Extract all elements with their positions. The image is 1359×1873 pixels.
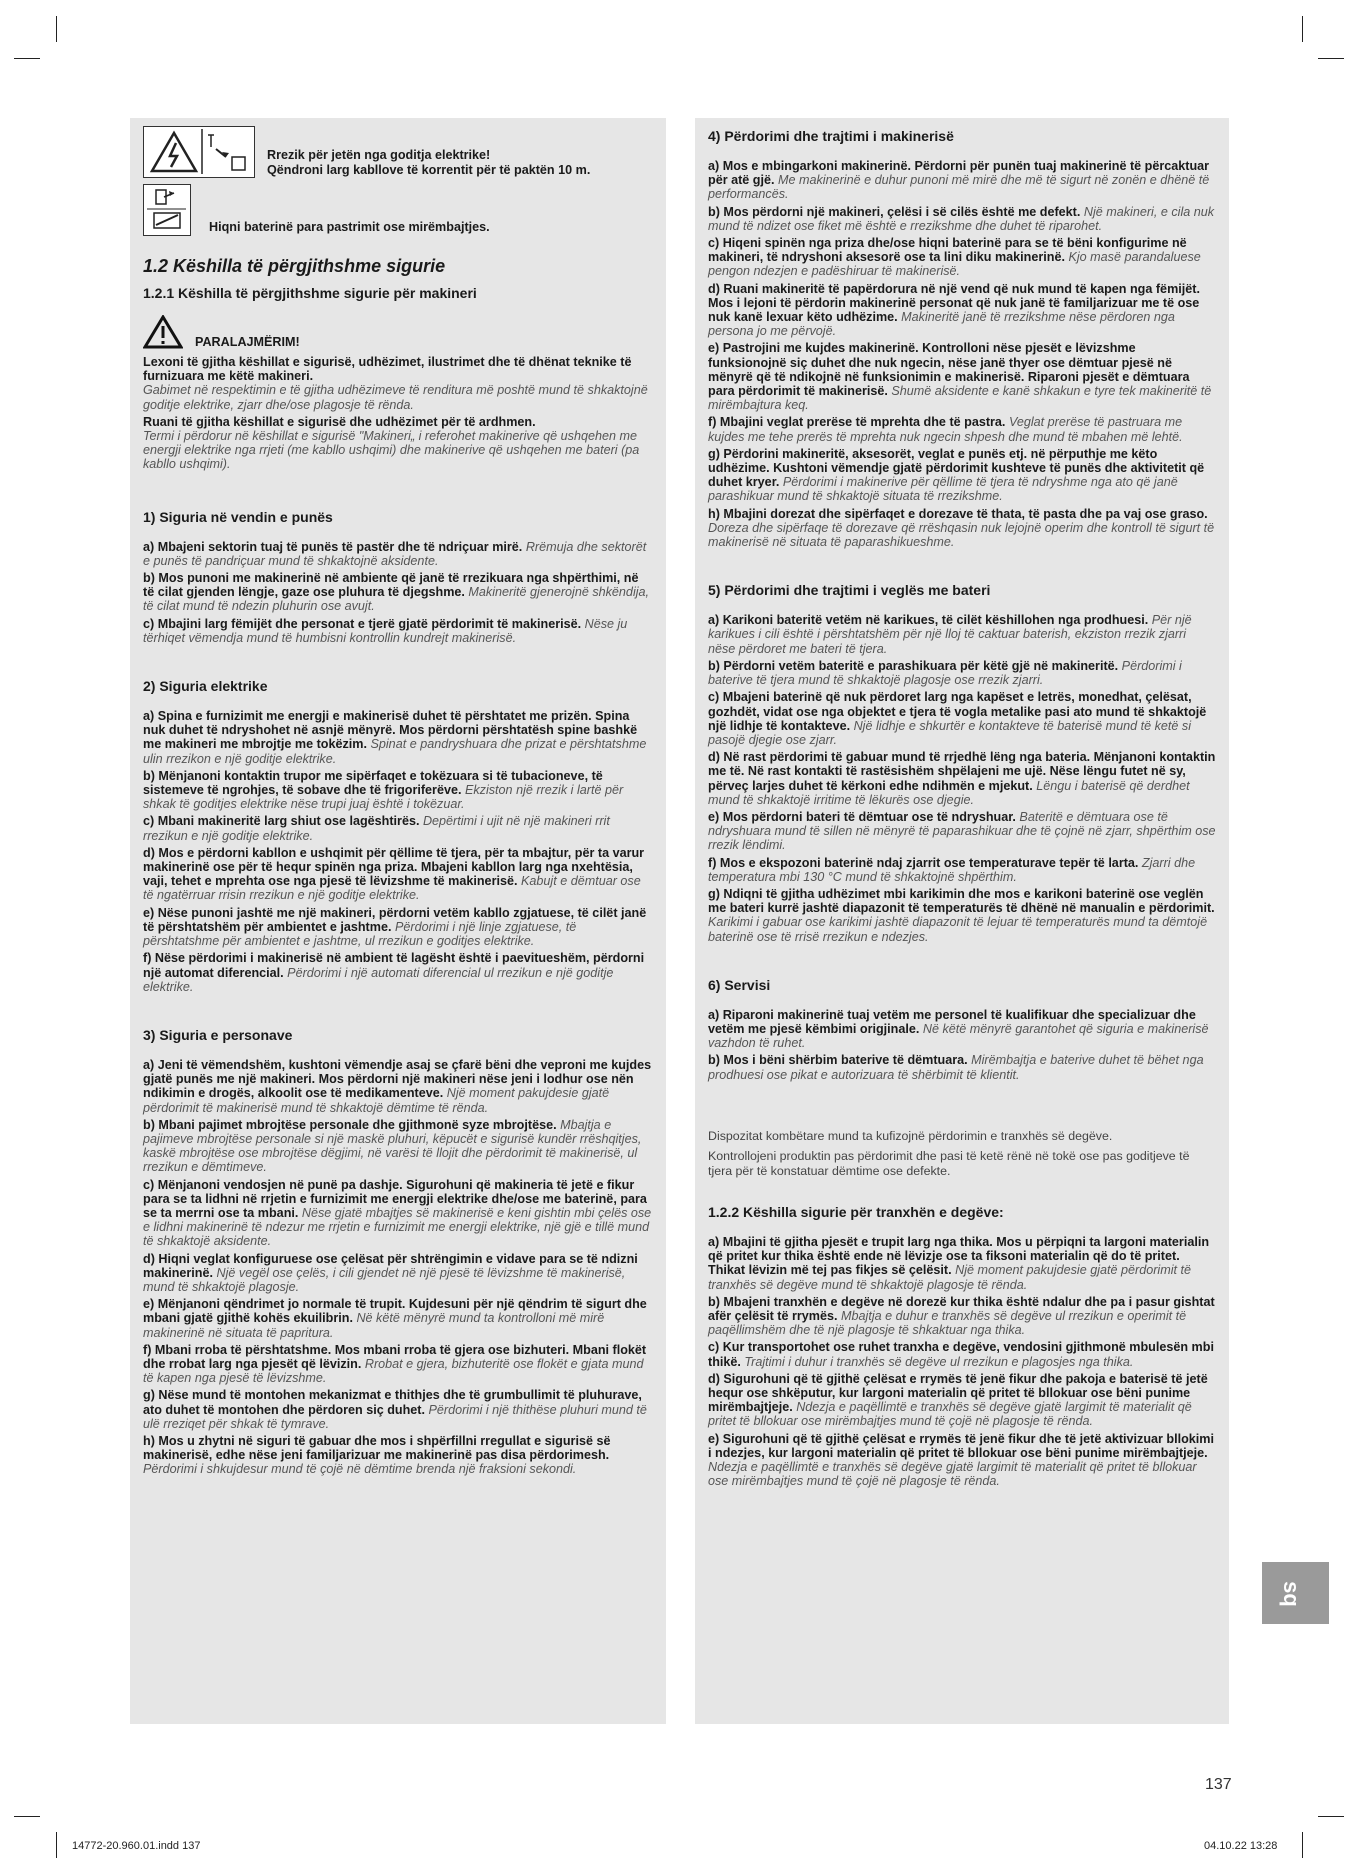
crop-mark — [14, 58, 40, 59]
safety-item-rule: d) Hiqni veglat konfiguruese ose çelësat për shtrëngimin e vidave para se të ndizni makinerinë. — [143, 1251, 638, 1280]
safety-item-rule: a) Mos e mbingarkoni makinerinë. Përdorni për punën tuaj makinerinë të përcaktuar për atë gjë. — [708, 159, 1210, 188]
machine-safety-subheading: 1.2.1 Këshilla të përgjithshme sigurie për makineri — [143, 285, 477, 301]
section-title: 2) Siguria elektrike — [143, 678, 268, 695]
safety-item-rule: h) Mbajini dorezat dhe sipërfaqet e dorezave të thata, të pasta dhe pa vaj ose graso. — [708, 506, 1208, 521]
crop-mark — [1318, 58, 1344, 59]
section-title: 3) Siguria e personave — [143, 1026, 293, 1043]
safety-item-rule: d) Mos e përdorni kabllon e ushqimit për qëllime të tjera, për ta mbajtur, për ta varur makinerinë ose për të hequr spinën nga priza. Mbajeni kabllon larg nga nxehtësia, vaji, tehet e mprehta ose nga pjesë të lëvizshme të makinerisë. — [143, 845, 645, 889]
safety-item — [143, 814, 653, 842]
crop-mark — [14, 1816, 40, 1817]
safety-item — [708, 205, 1216, 233]
safety-item-rule: a) Jeni të vëmendshëm, kushtoni vëmendje asaj se çfarë bëni dhe veproni me kujdes gjatë punës me një makineri. Mos përdorni një makineri nëse jeni i lodhur ose nën ndikimin e drogës, alkoolit ose të medikamenteve. — [143, 1057, 652, 1101]
crop-mark — [1302, 16, 1303, 42]
safety-item-explanation: Makineritë janë të rrezikshme nëse përdoren nga persona jo me përvojë. — [708, 310, 1175, 339]
left-column — [130, 118, 666, 1724]
safety-item-explanation: Lëngu i baterisë që derdhet mund të shkaktojë irritime të lëkurës ose djegie. — [708, 778, 1190, 807]
safety-item-rule: c) Mënjanoni vendosjen në punë pa dashje. Sigurohuni që makineria të jetë e fikur para se ta lidhni në rrjetin e furnizimit me energji elektrike dhe/ose me baterinë, para se ta merrni ose ta mbani. — [143, 1177, 647, 1220]
safety-item-rule: b) Mos i bëni shërbim baterive të dëmtuara. — [708, 1053, 968, 1068]
crop-mark — [1318, 1816, 1344, 1817]
safety-item-explanation: Spinat e pandryshuara dhe prizat e përshtatshme ulin rrezikon e një goditje elektrike. — [143, 737, 647, 766]
safety-item-explanation: Ndezja e paqëllimtë e tranxhës së degëve gjatë largimit të materialit që pritet të bllokuar ose mirëmbajtjes mund të çojë në plagosje të rënda. — [708, 1460, 1197, 1489]
warning-p2-bold: Ruani të gjitha këshillat e sigurisë dhe udhëzimet për të ardhmen. — [143, 414, 536, 429]
safety-item — [143, 1297, 653, 1340]
safety-item — [143, 540, 653, 568]
safety-item-rule: b) Mënjanoni kontaktin trupor me sipërfaqet e tokëzuara si të tubacioneve, të sistemeve të ngrohjes, të sobave dhe të frigoriferëve. — [143, 768, 603, 798]
safety-item-rule: d) Ruani makineritë të papërdorura në një vend që nuk mund të kapen nga fëmijët. Mos i lejoni të përdorin makinerinë personat që nuk janë të familjarizuar me të ose nuk kanë lexuar këto udhëzime. — [708, 281, 1200, 325]
electric-hazard-line2: Qëndroni larg kabllove të korrentit për të paktën 10 m. — [267, 163, 591, 177]
safety-item — [708, 690, 1216, 747]
safety-item-explanation: Doreza dhe sipërfaqe të dorezave që rrëshqasin nuk lejojnë operim dhe kontroll të sigurt të makinerisë në situata të paparashikueshme. — [708, 520, 1215, 550]
remove-battery-notice — [143, 184, 653, 236]
safety-item-explanation: Nëse ju tërhiqet vëmendja mund të humbisni kontrollin kundrejt makinerisë. — [143, 616, 628, 645]
safety-item-rule: g) Përdorini makineritë, aksesorët, veglat e punës etj. në përputhje me këto udhëzime. Kushtoni vëmendje gjatë përdorimit kushteve të punës dhe aktivitetit që duhet kryer. — [708, 446, 1205, 490]
warning-label-row — [143, 315, 653, 349]
safety-item — [143, 846, 653, 903]
safety-item-rule: e) Mos përdorni bateri të dëmtuar ose të ndryshuar. — [708, 809, 1016, 824]
right-column — [695, 118, 1229, 1724]
safety-item — [708, 1432, 1216, 1489]
safety-item — [708, 341, 1216, 412]
safety-item — [708, 887, 1216, 944]
national-note-2: Kontrollojeni produktin pas përdorimit dhe pasi të ketë rënë në tokë ose pas goditjeve të tjera për të konstatuar dëmtime ose defekte. — [708, 1149, 1190, 1178]
safety-item-rule: d) Sigurohuni që të gjithë çelësat e rrymës të jenë fikur dhe pakoja e baterisë të jetë hequr ose shkëputur, kur largoni materialin që pritet të bllokuar ose bëni punime mirëmbajtjeje. — [708, 1371, 1208, 1415]
safety-item — [708, 1295, 1216, 1338]
safety-item-explanation: Rrëmuja dhe sektorët e punës të pandriçuar mund të shkaktojnë aksidente. — [143, 539, 647, 568]
safety-item-rule: b) Përdorni vetëm bateritë e parashikuara për këtë gjë në makineritë. — [708, 658, 1119, 673]
safety-item-rule: h) Mos u zhytni në siguri të gabuar dhe mos i shpërfillni rregullat e sigurisë së makinerisë, edhe nëse jeni familjarizuar me makinerinë pas disa përdorimesh. — [143, 1433, 611, 1463]
page-number: 137 — [1205, 1776, 1232, 1793]
safety-item-rule: a) Riparoni makinerinë tuaj vetëm me personel të kualifikuar dhe specializuar dhe vetëm me pjesë këmbimi origjinale. — [708, 1007, 1196, 1036]
safety-item-explanation: Nëse gjatë mbajtjes së makinerisë e keni gishtin mbi çelës ose e lidhni makinerinë të ndezur me rrjetin e furnizimit me energji elektrike, një gjë e tillë mund të shkaktojë aksidente. — [143, 1205, 652, 1249]
safety-item-rule: c) Mbajeni baterinë që nuk përdoret larg nga kapëset e letrës, monedhat, çelësat, gozhdët, vidat ose nga objektet e tjera të vogla metalike pasi ato mund të shkaktojë një lidhje të kontakteve. — [708, 690, 1207, 733]
crop-mark — [56, 1832, 57, 1858]
safety-item — [143, 571, 653, 614]
safety-item — [708, 1340, 1216, 1368]
safety-item-explanation: Përdorimi i një automati diferencial ul rrezikun e një goditje elektrike. — [143, 965, 614, 994]
safety-item-rule: e) Nëse punoni jashtë me një makineri, përdorni vetëm kabllo zgjatuese, të cilët janë të përshtatshëm për ambientet e jashtme. — [143, 905, 647, 934]
safety-item-explanation: Karikimi i gabuar ose karikimi jashtë diapazonit të lejuar të temperaturës mund ta dëmtojë baterinë ose të rrisë rrezikun e ndezjes. — [708, 915, 1208, 944]
safety-item — [143, 1252, 653, 1295]
safety-item — [708, 1235, 1216, 1292]
safety-item-explanation: Një moment pakujdesie gjatë përdorimit të tranxhës së degëve mund të shkaktojë plagosje të rënda. — [708, 1263, 1191, 1292]
safety-item-explanation: Depërtimi i ujit në një makineri rrit rrezikun e një goditje elektrike. — [143, 814, 610, 843]
safety-item — [708, 613, 1216, 656]
safety-item-explanation: Në këtë mënyrë garantohet që siguria e makinerisë vazhdon të ruhet. — [708, 1021, 1209, 1051]
safety-item-explanation: Bateritë e dëmtuara ose të ndryshuara mund të sillen në mënyrë të paparashikuar dhe të çojnë në zjarr, shpërthim ose rrezik lëndimi. — [708, 809, 1216, 853]
left-sections — [143, 509, 653, 1510]
safety-item-rule: b) Mbani pajimet mbrojtëse personale dhe gjithmonë syze mbrojtëse. — [143, 1117, 557, 1132]
safety-item-rule: c) Mbani makineritë larg shiut ose lagështirës. — [143, 814, 420, 829]
safety-item-explanation: Përdorimi i një thithëse pluhuri mund të ulë rreziqet për shkak të tymrave. — [143, 1402, 647, 1431]
safety-item-rule: c) Hiqeni spinën nga priza dhe/ose hiqni baterinë para se të bëni konfigurime në makineri, të ndryshoni aksesorë ose ta lini diku makinerinë. — [708, 236, 1187, 265]
safety-item-rule: g) Ndiqni të gjitha udhëzimet mbi karikimin dhe mos e karikoni baterinë ose veglën me bateri kurrë jashtë diapazonit të temperaturës të dhënë në manualin e përdorimit. — [708, 886, 1215, 916]
safety-item-explanation: Mbajtja e pajimeve mbrojtëse personale si një maskë pluhuri, këpucët e sigurisë kundër rrëshqitjes, kaskë mbrojtëse ose mbrojtëse dëgjimi, në varësi të llojit dhe përdorimit të makinerisë, ul rrezikun e dëmtimeve. — [143, 1117, 642, 1175]
safety-item — [143, 617, 653, 645]
safety-item-rule: g) Nëse mund të montohen mekanizmat e thithjes dhe të grumbullimit të pluhurave, ato duhet të montohen dhe përdoren siç duhet. — [143, 1388, 642, 1417]
safety-item-explanation: Kjo masë parandaluese pengon ndezjen e padëshiruar të makinerisë. — [708, 250, 1201, 279]
warning-paragraph-2 — [143, 415, 653, 472]
safety-item-rule: c) Kur transportohet ose ruhet tranxha e degëve, vendosini gjithmonë mbulesën mbi thikë. — [708, 1340, 1214, 1369]
safety-item-explanation: Përdorimi i baterive të tjera mund të shkaktojë plagosje ose rrezik zjarri. — [708, 658, 1182, 688]
safety-item-rule: f) Nëse përdorimi i makinerisë në ambient të lagësht është i paevitueshëm, përdorni një automat diferencial. — [143, 951, 645, 980]
section-title: 4) Përdorimi dhe trajtimi i makinerisë — [708, 128, 954, 144]
safety-item — [143, 769, 653, 812]
safety-item — [143, 709, 653, 766]
safety-item-explanation: Në këtë mënyrë mund ta kontrolloni më mirë makinerinë në situata të papritura. — [143, 1311, 605, 1340]
safety-item — [143, 1388, 653, 1431]
warning-triangle-icon — [143, 315, 183, 349]
safety-item-explanation: Makineritë gjenerojnë shkëndija, të cilat mund të ndezin pluhurin ose avujt. — [143, 585, 650, 614]
safety-item-rule: a) Mbajeni sektorin tuaj të punës të pastër dhe të ndriçuar mirë. — [143, 539, 523, 554]
warning-p1-bold: Lexoni të gjitha këshillat e sigurisë, udhëzimet, ilustrimet dhe të dhënat teknike të furnizuara me këtë makineri. — [143, 355, 632, 384]
safety-item — [708, 415, 1216, 443]
national-note-1: Dispozitat kombëtare mund ta kufizojnë përdorimin e tranxhës së degëve. — [708, 1128, 1113, 1143]
safety-item-rule: a) Mbajini të gjitha pjesët e trupit larg nga thika. Mos u përpiqni ta largoni materialin që pritet kur thika është ende në lëvizje ose ta fiksoni materialin që do të pritet. Thikat lëvizin më tej pas fikjes së çelësit. — [708, 1234, 1210, 1278]
safety-item-explanation: Përdorimi i një linje zgjatuese, të përshtatshme për ambientet e jashtme, ul rrezikun e goditjes elektrike. — [143, 919, 577, 949]
safety-item-explanation: Mirëmbajtja e baterive duhet të bëhet nga prodhuesi ose pikat e autorizuara të shërbimit të klientit. — [708, 1053, 1204, 1082]
safety-item — [143, 1343, 653, 1386]
safety-item-explanation: Ekziston një rrezik i lartë për shkak të goditjes elektrike nëse trupi juaj është i tokëzuar. — [143, 783, 624, 812]
safety-item-explanation: Për një karikues i cili është i përshtatshëm për një lloj të caktuar baterish, ekziston rrezik zjarri nëse përdoret me bateri të tjera. — [708, 613, 1192, 656]
safety-item-explanation: Mbajtja e duhur e tranxhës së degëve ul rrezikun e operimit të paqëllimshëm dhe të një plagosje të shkaktuar nga thika. — [708, 1309, 1187, 1338]
safety-item-explanation: Me makinerinë e duhur punoni më mirë dhe më të sigurt në zonën e dhënë të performancës. — [708, 173, 1210, 202]
warning-p2-italic: Termi i përdorur në këshillat e sigurisë "Makineri„ i referohet makinerive që ushqehen me energji elektrike nga rrjeti (me kabllo ushqimi) dhe makinerive që ushqehen me bateri (pa kabllo ushqimi). — [143, 429, 640, 472]
safety-item — [708, 659, 1216, 687]
warning-label: PARALAJMËRIM! — [195, 335, 300, 349]
safety-item — [143, 1058, 653, 1115]
section-122-items — [708, 1235, 1216, 1488]
crop-mark — [56, 16, 57, 42]
safety-item — [143, 1434, 653, 1477]
safety-item-rule: e) Sigurohuni që të gjithë çelësat e rrymës të jenë fikur dhe të jetë aktivizuar bllokimi i ndezjes, kur largoni materialin që pritet të bllokuar ose bëni punime mirëmbajtjeje. — [708, 1431, 1215, 1460]
warning-paragraph-1 — [143, 355, 653, 412]
language-tab — [1262, 1562, 1329, 1624]
general-safety-heading: 1.2 Këshilla të përgjithshme sigurie — [143, 256, 446, 276]
safety-item — [708, 236, 1216, 279]
section-title: 6) Servisi — [708, 976, 771, 993]
remove-battery-icon — [143, 184, 191, 236]
safety-item-rule: f) Mbani rroba të përshtatshme. Mos mbani rroba të gjera ose bizhuteri. Mbani flokët dhe rrobat larg nga pjesët që lëvizin. — [143, 1342, 647, 1371]
safety-item-explanation: Një makineri, e cila nuk mund të ndizet ose fiket më është e rrezikshme dhe duhet të riparohet. — [708, 204, 1215, 233]
electric-hazard-icon — [143, 126, 255, 178]
safety-item-explanation: Një lidhje e shkurtër e kontakteve të baterisë mund të ketë si pasojë djegie ose zjarr. — [708, 718, 1191, 747]
safety-item — [143, 951, 653, 994]
safety-item — [143, 1118, 653, 1175]
safety-item-rule: d) Në rast përdorimi të gabuar mund të rrjedhë lëng nga bateria. Mënjanoni kontaktin me të. Në rast kontakti të rastësishëm shpëlajeni me ujë. Nëse lëngu futet në sy, përveç larjes duhet të kërkoni edhe ndihmën e mjekut. — [708, 750, 1216, 793]
section-title: 5) Përdorimi dhe trajtimi i veglës me bateri — [708, 582, 991, 599]
safety-item-explanation: Një vegël ose çelës, i cili gjendet në një pjesë të lëvizshme të makinerisë, mund të shkaktojë plagosje. — [143, 1265, 626, 1294]
safety-item-explanation: Përdorimi i makinerive për qëllime të tjera të ndryshme nga ato që janë parashikuar mund të shkaktojë situata të rrezikshme. — [708, 475, 1178, 504]
language-tab-label: sq — [1278, 1581, 1304, 1607]
safety-item-explanation: Ndezja e paqëllimtë e tranxhës së degëve gjatë largimit të materialit që pritet të bllokuar ose mirëmbajtjes mund të çojë në plagosje të rënda. — [708, 1400, 1192, 1429]
section-122-title: 1.2.2 Këshilla sigurie për tranxhën e degëve: — [708, 1203, 1004, 1220]
safety-item — [708, 1372, 1216, 1429]
safety-item-explanation: Përdorimi i shkujdesur mund të çojë në dëmtime brenda një fraksioni sekondi. — [143, 1462, 577, 1477]
crop-mark — [1302, 1832, 1303, 1858]
safety-item — [708, 1053, 1216, 1081]
remove-battery-text: Hiqni baterinë para pastrimit ose mirëmbajtjes. — [209, 220, 490, 234]
safety-item-rule: f) Mbajini veglat prerëse të mprehta dhe të pastra. — [708, 415, 1006, 430]
safety-item — [708, 507, 1216, 550]
safety-item-rule: c) Mbajini larg fëmijët dhe personat e tjerë gjatë përdorimit të makinerisë. — [143, 616, 582, 631]
safety-item-explanation: Veglat prerëse të pastruara me kujdes me tehe prerës të mprehta nuk ngecin shpesh dhe mund të mbahen më lehtë. — [708, 415, 1183, 444]
electric-hazard-notice — [143, 126, 653, 178]
safety-item-rule: b) Mos përdorni një makineri, çelësi i së cilës është me defekt. — [708, 204, 1081, 219]
safety-item-explanation: Kabujt e dëmtuar ose të ngatërruar rrisin rrezikun e një goditje elektrike. — [143, 874, 641, 903]
safety-item-explanation: Zjarri dhe temperatura mbi 130 °C mund të shkaktojnë shpërthim. — [708, 855, 1196, 884]
safety-item-explanation: Një moment pakujdesie gjatë përdorimit të makinerisë mund të shkaktojë dëmtime të rënda. — [143, 1086, 610, 1115]
footer-file-info: 14772-20.960.01.indd 137 — [72, 1840, 201, 1852]
safety-item-rule: a) Spina e furnizimit me energji e makinerisë duhet të përshtatet me prizën. Spina nuk duhet të ndryshohet në asnjë mënyrë. Mos përdorni përshtatësh spine bashkë me makineri me mbrojtje me tokëzim. — [143, 709, 638, 752]
safety-item — [143, 1178, 653, 1249]
safety-item-rule: e) Mënjanoni qëndrimet jo normale të trupit. Kujdesuni për një qëndrim të sigurt dhe mbani gjatë gjithë kohës ekuilibrin. — [143, 1297, 647, 1326]
safety-item — [708, 810, 1216, 853]
section-title: 1) Siguria në vendin e punës — [143, 508, 333, 525]
safety-item-rule: b) Mbajeni tranxhën e degëve në dorezë kur thika është ndalur dhe pa i pasur gishtat afër çelësit të rrymës. — [708, 1294, 1215, 1323]
safety-item-rule: e) Pastrojini me kujdes makinerinë. Kontrolloni nëse pjesët e lëvizshme funksionojnë siç duhet dhe nuk ngecin, nëse janë thyer ose dëmtuar pjesë në mënyrë që të ndikojnë në funksionimin e makinerisë. Riparoni pjesët e dëmtuara para përdorimit të makinerisë. — [708, 341, 1190, 399]
safety-item — [708, 856, 1216, 884]
safety-item — [708, 447, 1216, 504]
right-sections — [708, 128, 1216, 1115]
safety-item — [143, 906, 653, 949]
safety-item-rule: b) Mos punoni me makinerinë në ambiente që janë të rrezikuara nga shpërthimi, në të cilat gjenden lëngje, gaze ose pluhura të djegshme. — [143, 571, 639, 600]
safety-item-explanation: Trajtimi i duhur i tranxhës së degëve ul rrezikun e plagosjes nga thika. — [744, 1354, 1134, 1369]
safety-item-rule: a) Karikoni bateritë vetëm në karikues, të cilët këshillohen nga prodhuesi. — [708, 613, 1149, 628]
safety-item-explanation: Rrobat e gjera, bizhuteritë ose flokët e gjata mund të kapen nga pjesë të lëvizshme. — [143, 1356, 644, 1386]
warning-p1-italic: Gabimet në respektimin e të gjitha udhëzimeve të renditura më poshtë mund të shkaktojnë goditje elektrike, zjarr dhe/ose plagosje të rënda. — [143, 383, 648, 412]
safety-item — [708, 1008, 1216, 1051]
electric-hazard-line1: Rrezik për jetën nga goditja elektrike! — [267, 148, 491, 162]
footer-timestamp: 04.10.22 13:28 — [1204, 1840, 1278, 1852]
safety-item — [708, 282, 1216, 339]
safety-item — [708, 750, 1216, 807]
safety-item-explanation: Shumë aksidente e kanë shkakun e tyre tek makineritë të mirëmbajtura keq. — [708, 384, 1212, 413]
safety-item-rule: f) Mos e ekspozoni baterinë ndaj zjarrit ose temperaturave tepër të larta. — [708, 855, 1139, 870]
safety-item — [708, 159, 1216, 202]
